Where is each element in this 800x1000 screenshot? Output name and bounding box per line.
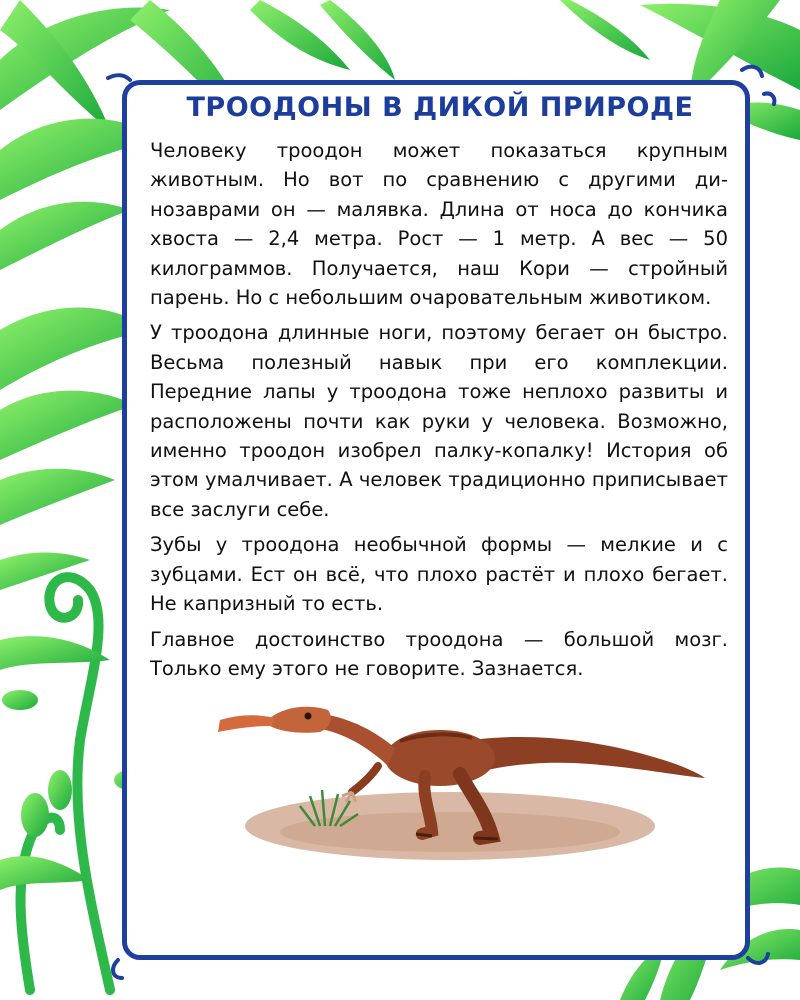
dino-tail bbox=[465, 737, 705, 778]
paragraph-legs: У троодона длинные ноги, поэтому бегает он быстро. Весьма полезный навык при его комплекции. Передние лапы у троодона тоже неплохо развиты и расположены почти как руки у человека. Возможно, именно троодон изобрел палку-копалку! История об этом умалчивает. А человек традиционно приписывает все заслуги себе. bbox=[150, 321, 728, 521]
dino-eye bbox=[305, 713, 312, 720]
dino-head bbox=[270, 707, 331, 733]
article-body bbox=[150, 136, 728, 689]
paragraph-teeth: Зубы у троодона необычной формы — мелкие и с зубцами. Ест он всё, что плохо растёт и плохо бегает. Не капризный то есть. bbox=[150, 533, 728, 616]
paragraph-size: Человеку троодон может показаться крупным животным. Но вот по сравнению с другими динозаврами он — малявка. Длина от носа до кончика хвоста — 2,4 метра. Рост — 1 метр. А вес — 50 килограммов. Получается, наш Кори — стройный парень. Но с небольшим очаровательным животиком. bbox=[150, 139, 728, 310]
troodon-illustration bbox=[210, 686, 710, 866]
page-title: ТРООДОНЫ В ДИКОЙ ПРИРОДЕ bbox=[186, 92, 694, 123]
paragraph-brain: Главное достоинство троодона — большой мозг. Только ему этого не говорите. Зазнается. bbox=[150, 627, 728, 680]
